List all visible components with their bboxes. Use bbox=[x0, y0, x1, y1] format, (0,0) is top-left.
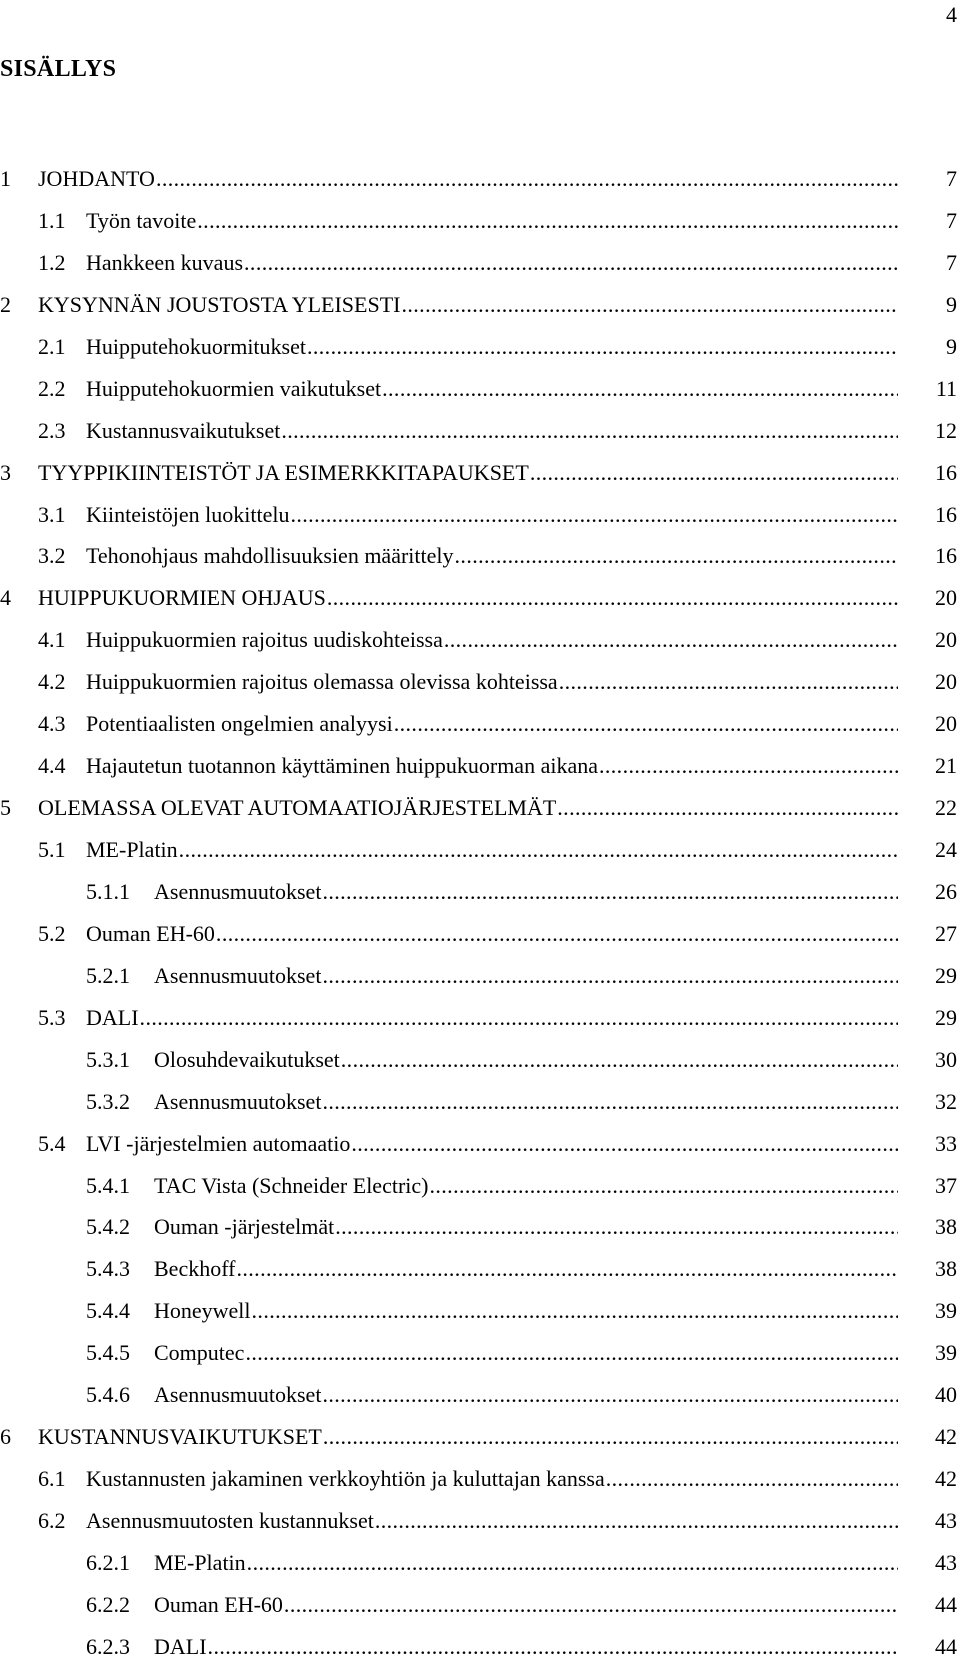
toc-entry[interactable] bbox=[0, 460, 960, 502]
toc-entry[interactable] bbox=[0, 1340, 960, 1382]
toc-entry-title-row bbox=[86, 711, 898, 737]
toc-entry-page: 20 bbox=[935, 585, 957, 611]
toc-entry-number: 2.2 bbox=[38, 375, 66, 401]
toc-entry-number: 5.4 bbox=[38, 1130, 66, 1156]
dot-leader bbox=[156, 166, 898, 192]
toc-entry-page: 21 bbox=[935, 753, 957, 779]
toc-entry-title: Kiinteistöjen luokittelu bbox=[86, 501, 290, 527]
toc-entry[interactable] bbox=[0, 1592, 960, 1634]
toc-entry-title: Asennusmuutokset bbox=[154, 962, 322, 988]
toc-entry[interactable] bbox=[0, 963, 960, 1005]
toc-entry-number: 5.4.1 bbox=[86, 1172, 130, 1198]
toc-entry-number: 5.4.2 bbox=[86, 1214, 130, 1240]
toc-entry-number: 1 bbox=[0, 166, 11, 191]
dot-leader bbox=[401, 292, 898, 318]
dot-leader bbox=[307, 334, 898, 360]
toc-entry[interactable] bbox=[0, 585, 960, 627]
toc-entry[interactable] bbox=[0, 1047, 960, 1089]
toc-entry[interactable] bbox=[0, 334, 960, 376]
toc-entry-title: Ouman EH-60 bbox=[154, 1591, 283, 1617]
toc-entry-title: TAC Vista (Schneider Electric) bbox=[154, 1172, 429, 1198]
toc-entry[interactable] bbox=[0, 250, 960, 292]
toc-entry[interactable] bbox=[0, 1298, 960, 1340]
toc-entry-title: Ouman -järjestelmät bbox=[154, 1214, 335, 1240]
toc-entry-title-row bbox=[154, 1298, 898, 1324]
toc-entry[interactable] bbox=[0, 1214, 960, 1256]
toc-entry-title-row bbox=[38, 1424, 898, 1450]
toc-entry-title-row bbox=[154, 879, 898, 905]
toc-entry[interactable] bbox=[0, 1089, 960, 1131]
toc-entry-title-row bbox=[154, 1592, 898, 1618]
toc-entry-page: 9 bbox=[946, 291, 957, 317]
toc-entry-number: 5.4.4 bbox=[86, 1298, 130, 1324]
toc-entry-page: 24 bbox=[935, 837, 957, 862]
toc-entry-page: 37 bbox=[935, 1172, 957, 1198]
toc-entry-title: DALI bbox=[86, 1004, 139, 1030]
dot-leader bbox=[455, 543, 898, 569]
dot-leader bbox=[140, 1005, 898, 1031]
toc-entry-title: ME-Platin bbox=[154, 1549, 246, 1575]
dot-leader bbox=[382, 376, 898, 402]
toc-entry[interactable] bbox=[0, 292, 960, 334]
toc-entry-page: 9 bbox=[946, 333, 957, 359]
toc-entry-number: 5.4.3 bbox=[86, 1256, 130, 1282]
toc-entry-page: 29 bbox=[935, 1004, 957, 1030]
dot-leader bbox=[559, 669, 898, 695]
toc-entry-number: 2.1 bbox=[38, 333, 66, 359]
toc-entry-number: 5.3.1 bbox=[86, 1046, 130, 1072]
toc-entry[interactable] bbox=[0, 166, 960, 208]
toc-entry[interactable] bbox=[0, 502, 960, 544]
toc-entry-title-row bbox=[86, 1508, 898, 1534]
toc-entry[interactable] bbox=[0, 837, 960, 879]
toc-entry-page: 43 bbox=[935, 1508, 957, 1533]
toc-entry-title: Beckhoff bbox=[154, 1256, 236, 1282]
toc-entry-title-row bbox=[86, 669, 898, 695]
toc-entry[interactable] bbox=[0, 1173, 960, 1215]
toc-entry[interactable] bbox=[0, 208, 960, 250]
toc-entry-page: 42 bbox=[935, 1466, 957, 1492]
toc-entry-title-row bbox=[38, 292, 898, 318]
toc-entry-title-row bbox=[38, 460, 898, 486]
toc-entry-page: 30 bbox=[935, 1046, 957, 1072]
toc-entry-title-row bbox=[86, 921, 898, 947]
dot-leader bbox=[236, 1256, 898, 1282]
toc-entry[interactable] bbox=[0, 1550, 960, 1592]
toc-entry[interactable] bbox=[0, 795, 960, 837]
toc-entry-number: 6.2.3 bbox=[86, 1633, 130, 1659]
dot-leader bbox=[599, 753, 898, 779]
toc-entry-title-row bbox=[86, 1131, 898, 1157]
toc-entry-title-row bbox=[86, 334, 898, 360]
dot-leader bbox=[606, 1466, 898, 1492]
toc-entry-title: DALI bbox=[154, 1633, 207, 1659]
dot-leader bbox=[335, 1214, 898, 1240]
toc-entry-number: 4.3 bbox=[38, 711, 66, 737]
toc-entry-page: 20 bbox=[935, 669, 957, 695]
toc-entry-title: Kustannusvaikutukset bbox=[86, 417, 281, 443]
toc-entry-title-row bbox=[86, 376, 898, 402]
toc-entry-page: 43 bbox=[935, 1549, 957, 1575]
toc-entry-title-row bbox=[86, 502, 898, 528]
toc-entry-title-row bbox=[38, 795, 898, 821]
page-number: 4 bbox=[946, 2, 957, 27]
toc-entry[interactable] bbox=[0, 627, 960, 669]
dot-leader bbox=[322, 879, 898, 905]
toc-entry-title: ME-Platin bbox=[86, 837, 178, 862]
toc-entry-page: 16 bbox=[935, 459, 957, 485]
toc-entry-title: HUIPPUKUORMIEN OHJAUS bbox=[38, 585, 326, 611]
toc-entry-title-row bbox=[86, 753, 898, 779]
dot-leader bbox=[327, 585, 898, 611]
toc-entry-title-row bbox=[154, 1256, 898, 1282]
toc-entry-number: 5 bbox=[0, 795, 11, 821]
toc-entry-page: 32 bbox=[935, 1088, 957, 1114]
dot-leader bbox=[216, 921, 898, 947]
toc-entry[interactable] bbox=[0, 1256, 960, 1298]
toc-entry[interactable] bbox=[0, 1382, 960, 1424]
toc-entry-title-row bbox=[86, 543, 898, 569]
dot-leader bbox=[290, 502, 898, 528]
toc-entry-number: 5.4.5 bbox=[86, 1340, 130, 1366]
toc-entry-number: 3.2 bbox=[38, 543, 66, 569]
toc-entry-title: Asennusmuutosten kustannukset bbox=[86, 1508, 374, 1533]
toc-entry-title: Ouman EH-60 bbox=[86, 920, 215, 946]
toc-entry-title-row bbox=[86, 250, 898, 276]
toc-entry-title: Honeywell bbox=[154, 1298, 251, 1324]
toc-entry[interactable] bbox=[0, 1508, 960, 1550]
toc-entry-title: Työn tavoite bbox=[86, 207, 197, 233]
toc-entry-page: 12 bbox=[935, 417, 957, 443]
toc-entry-page: 16 bbox=[935, 543, 957, 569]
toc-entry[interactable] bbox=[0, 1005, 960, 1047]
toc-entry[interactable] bbox=[0, 1131, 960, 1173]
toc-entry-title-row bbox=[154, 1634, 898, 1660]
dot-leader bbox=[179, 837, 898, 863]
toc-entry-number: 5.2.1 bbox=[86, 962, 130, 988]
toc-entry-title: JOHDANTO bbox=[38, 166, 155, 191]
toc-entry-title: Asennusmuutokset bbox=[154, 878, 322, 904]
toc-entry-page: 22 bbox=[935, 795, 957, 821]
toc-entry-number: 6 bbox=[0, 1424, 11, 1450]
toc-entry[interactable] bbox=[0, 921, 960, 963]
dot-leader bbox=[284, 1592, 898, 1618]
dot-leader bbox=[281, 418, 898, 444]
toc-entry-title: Huippukuormien rajoitus olemassa olevissa kohteissa bbox=[86, 669, 558, 695]
toc-entry-page: 38 bbox=[935, 1214, 957, 1240]
dot-leader bbox=[322, 1089, 898, 1115]
toc-entry-page: 44 bbox=[935, 1633, 957, 1659]
toc-entry-title: Kustannusten jakaminen verkkoyhtiön ja kuluttajan kanssa bbox=[86, 1466, 605, 1492]
toc-entry-number: 4.1 bbox=[38, 627, 66, 653]
toc-entry-page: 20 bbox=[935, 711, 957, 737]
toc-entry-title-row bbox=[86, 1005, 898, 1031]
dot-leader bbox=[341, 1047, 898, 1073]
toc-entry-number: 4.4 bbox=[38, 753, 66, 779]
toc-entry-page: 42 bbox=[935, 1424, 957, 1450]
toc-entry-title: Asennusmuutokset bbox=[154, 1382, 322, 1408]
toc-entry[interactable] bbox=[0, 711, 960, 753]
toc-entry-title-row bbox=[38, 585, 898, 611]
toc-entry-title-row bbox=[154, 1089, 898, 1115]
toc-entry[interactable] bbox=[0, 753, 960, 795]
toc-entry-number: 3.1 bbox=[38, 501, 66, 527]
toc-entry-title-row bbox=[86, 627, 898, 653]
toc-entry-title-row bbox=[154, 1382, 898, 1408]
toc-entry-page: 38 bbox=[935, 1256, 957, 1282]
toc-entry-title-row bbox=[86, 1466, 898, 1492]
toc-entry-title-row bbox=[154, 1214, 898, 1240]
toc-entry-page: 33 bbox=[935, 1130, 957, 1156]
toc-entry-number: 5.3 bbox=[38, 1004, 66, 1030]
dot-leader bbox=[244, 250, 898, 276]
dot-leader bbox=[197, 208, 898, 234]
toc-entry-page: 20 bbox=[935, 627, 957, 653]
toc-entry[interactable] bbox=[0, 1466, 960, 1508]
toc-heading: SISÄLLYS bbox=[0, 56, 117, 82]
table-of-contents bbox=[0, 166, 960, 1676]
toc-entry-title: KYSYNNÄN JOUSTOSTA YLEISESTI bbox=[38, 291, 401, 317]
toc-entry-page: 40 bbox=[935, 1382, 957, 1408]
toc-entry-page: 29 bbox=[935, 962, 957, 988]
toc-entry-page: 7 bbox=[946, 207, 957, 233]
dot-leader bbox=[530, 460, 898, 486]
toc-entry-title: Tehonohjaus mahdollisuuksien määrittely bbox=[86, 543, 454, 569]
toc-entry-title: Hajautetun tuotannon käyttäminen huippukuorman aikana bbox=[86, 753, 598, 779]
toc-entry-page: 26 bbox=[935, 878, 957, 904]
toc-entry-title: Asennusmuutokset bbox=[154, 1088, 322, 1114]
toc-entry-title-row bbox=[154, 1173, 898, 1199]
toc-entry-page: 39 bbox=[935, 1340, 957, 1366]
toc-entry-number: 6.1 bbox=[38, 1466, 66, 1492]
toc-entry-title: Hankkeen kuvaus bbox=[86, 249, 244, 275]
toc-entry-number: 5.3.2 bbox=[86, 1088, 130, 1114]
toc-entry-title-row bbox=[86, 418, 898, 444]
toc-entry-title-row bbox=[154, 1047, 898, 1073]
dot-leader bbox=[375, 1508, 898, 1534]
toc-entry-title-row bbox=[154, 1340, 898, 1366]
toc-entry-title-row bbox=[154, 1550, 898, 1576]
toc-entry-title: Computec bbox=[154, 1340, 245, 1366]
dot-leader bbox=[323, 1424, 898, 1450]
toc-entry-number: 6.2.2 bbox=[86, 1591, 130, 1617]
dot-leader bbox=[247, 1550, 898, 1576]
dot-leader bbox=[252, 1298, 898, 1324]
dot-leader bbox=[322, 963, 898, 989]
toc-entry-title-row bbox=[86, 837, 898, 863]
toc-entry-title: Huippukuormien rajoitus uudiskohteissa bbox=[86, 627, 443, 653]
dot-leader bbox=[245, 1340, 898, 1366]
toc-entry-title: OLEMASSA OLEVAT AUTOMAATIOJÄRJESTELMÄT bbox=[38, 795, 557, 821]
toc-entry-title-row bbox=[38, 166, 898, 192]
dot-leader bbox=[429, 1173, 898, 1199]
toc-entry[interactable] bbox=[0, 1424, 960, 1466]
toc-entry-title: Huipputehokuormien vaikutukset bbox=[86, 375, 382, 401]
toc-entry-page: 7 bbox=[946, 166, 957, 191]
dot-leader bbox=[208, 1634, 898, 1660]
toc-entry-number: 6.2.1 bbox=[86, 1549, 130, 1575]
toc-entry-number: 3 bbox=[0, 459, 11, 485]
dot-leader bbox=[557, 795, 898, 821]
toc-entry[interactable] bbox=[0, 376, 960, 418]
toc-entry-title: TYYPPIKIINTEISTÖT JA ESIMERKKITAPAUKSET bbox=[38, 459, 529, 485]
toc-entry-number: 5.4.6 bbox=[86, 1382, 130, 1408]
toc-entry-number: 1.2 bbox=[38, 249, 66, 275]
toc-entry[interactable] bbox=[0, 879, 960, 921]
toc-entry-page: 16 bbox=[935, 501, 957, 527]
toc-entry-title: LVI -järjestelmien automaatio bbox=[86, 1130, 351, 1156]
toc-entry-number: 4 bbox=[0, 585, 11, 611]
toc-entry-number: 2 bbox=[0, 291, 11, 317]
dot-leader bbox=[444, 627, 898, 653]
toc-entry[interactable] bbox=[0, 543, 960, 585]
toc-entry-page: 44 bbox=[935, 1591, 957, 1617]
toc-entry-page: 27 bbox=[935, 920, 957, 946]
toc-entry-page: 11 bbox=[935, 375, 957, 401]
toc-entry-title: Olosuhdevaikutukset bbox=[154, 1046, 340, 1072]
toc-entry-number: 4.2 bbox=[38, 669, 66, 695]
toc-entry-title-row bbox=[86, 208, 898, 234]
toc-entry-page: 39 bbox=[935, 1298, 957, 1324]
toc-entry-number: 6.2 bbox=[38, 1508, 66, 1533]
toc-entry-number: 1.1 bbox=[38, 207, 66, 233]
toc-entry-number: 2.3 bbox=[38, 417, 66, 443]
toc-entry-number: 5.1.1 bbox=[86, 878, 130, 904]
toc-entry-number: 5.2 bbox=[38, 920, 66, 946]
toc-entry-title: KUSTANNUSVAIKUTUKSET bbox=[38, 1424, 322, 1450]
toc-entry[interactable] bbox=[0, 669, 960, 711]
dot-leader bbox=[394, 711, 898, 737]
toc-entry-title: Huipputehokuormitukset bbox=[86, 333, 306, 359]
dot-leader bbox=[322, 1382, 898, 1408]
toc-entry-title-row bbox=[154, 963, 898, 989]
toc-entry-page: 7 bbox=[946, 249, 957, 275]
toc-entry[interactable] bbox=[0, 418, 960, 460]
toc-entry-number: 5.1 bbox=[38, 837, 66, 862]
toc-entry-title: Potentiaalisten ongelmien analyysi bbox=[86, 711, 393, 737]
toc-entry[interactable] bbox=[0, 1634, 960, 1676]
dot-leader bbox=[351, 1131, 898, 1157]
